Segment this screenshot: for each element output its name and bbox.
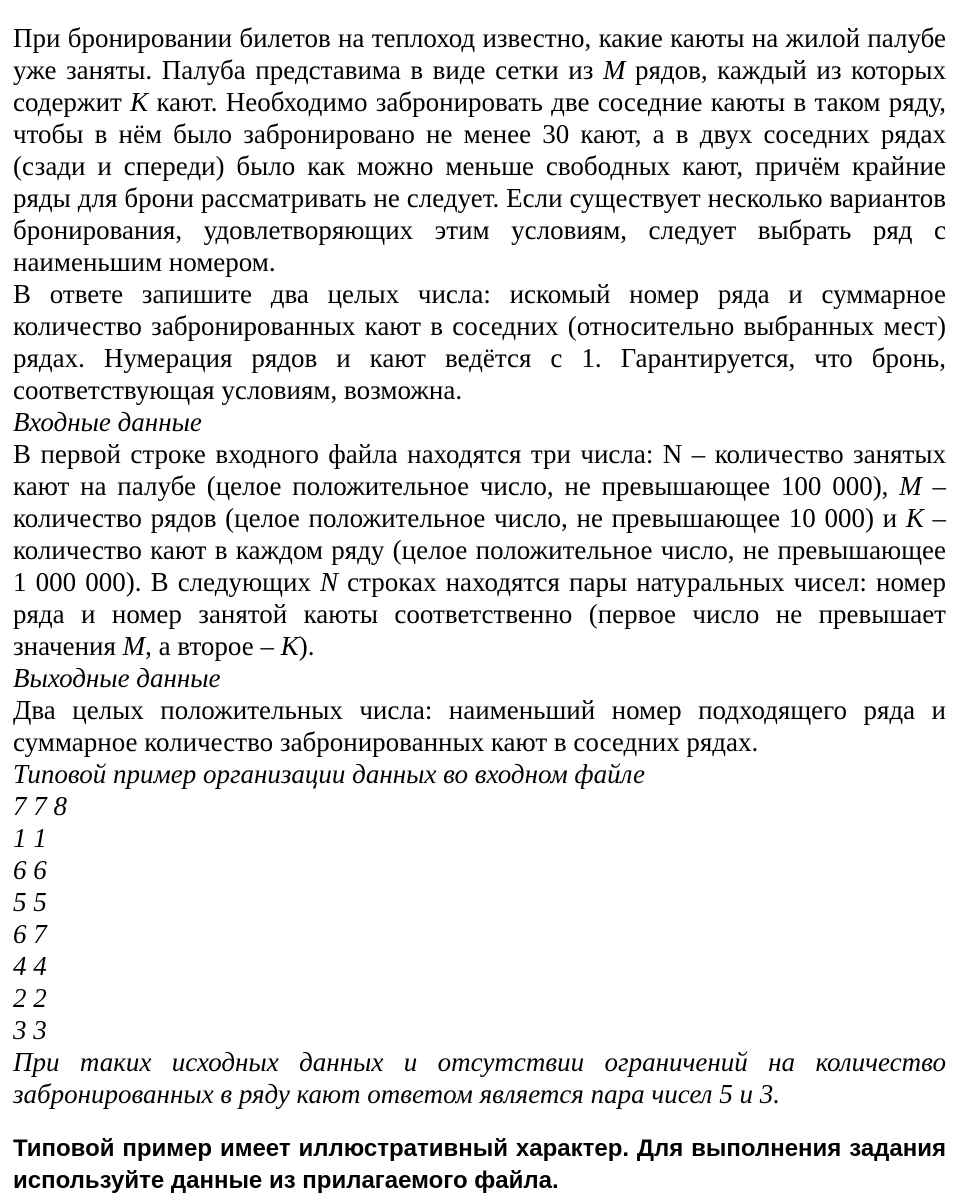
input-description [13, 438, 946, 662]
input-heading: Входные данные [13, 407, 202, 437]
variable-k: K [905, 503, 924, 533]
variable-m: M [899, 471, 922, 501]
example-line: 3 3 [13, 1015, 47, 1045]
output-heading: Выходные данные [13, 663, 221, 693]
example-line: 1 1 [13, 823, 47, 853]
task-text: кают. Необходимо забронировать две соседние каюты в таком ряду, чтобы в нём было забронировано не менее 30 кают, а в двух соседних рядах (сзади и спереди) было как можно меньше свободных кают, причём крайние ряды для брони рассматривать не следует. Если существует несколько вариантов бронирования, удовлетворяющих этим условиям, следует выбрать ряд с наименьшим номером. [13, 87, 946, 277]
example-note: При таких исходных данных и отсутствии ограничений на количество забронированных в ряду кают ответом является пара чисел 5 и 3. [13, 1047, 946, 1109]
answer-rule: В ответе запишите два целых числа: искомый номер ряда и суммарное количество забронированных кают в соседних (относительно выбранных мест) рядах. Нумерация рядов и кают ведётся с 1. Гарантируется, что бронь, соответствующая условиям, возможна. [13, 279, 946, 405]
input-text: – количество кают в каждом ряду (целое положительное число, не превышающее 1 000 000). В следующих [13, 503, 947, 597]
example-line: 5 5 [13, 887, 47, 917]
example-heading: Типовой пример организации данных во входном файле [13, 759, 646, 789]
final-note: Типовой пример имеет иллюстративный характер. Для выполнения задания используйте данные из прилагаемого файла. [13, 1135, 946, 1194]
output-description: Два целых положительных числа: наименьший номер подходящего ряда и суммарное количество забронированных кают в соседних рядах. [13, 695, 946, 757]
example-line: 4 4 [13, 951, 47, 981]
input-text: , а второе – [145, 631, 281, 661]
variable-k: K [130, 87, 149, 117]
example-line: 6 6 [13, 855, 47, 885]
task-text: рядов, каждый из которых содержит [13, 55, 947, 117]
variable-k: K [280, 631, 299, 661]
input-text: – количество рядов (целое положительное число, не превышающее 10 000) и [13, 471, 947, 533]
input-text: В первой строке входного файла находятся три числа: N – количество занятых кают на палубе (целое положительное число, не превышающее 100 000), [13, 439, 946, 501]
variable-m: M [122, 631, 146, 661]
variable-n: N [320, 567, 339, 597]
task-description [13, 22, 946, 278]
task-text: При бронировании билетов на теплоход известно, какие каюты на жилой палубе уже заняты. Палуба представима в виде сетки из [13, 23, 946, 85]
example-line: 7 7 8 [13, 791, 67, 821]
variable-m: M [602, 55, 626, 85]
example-line: 2 2 [13, 983, 47, 1013]
input-text: ). [298, 631, 315, 661]
example-line: 6 7 [13, 919, 47, 949]
input-text: строках находятся пары натуральных чисел: номер ряда и номер занятой каюты соответственно (первое число не превышает значения [13, 567, 947, 661]
